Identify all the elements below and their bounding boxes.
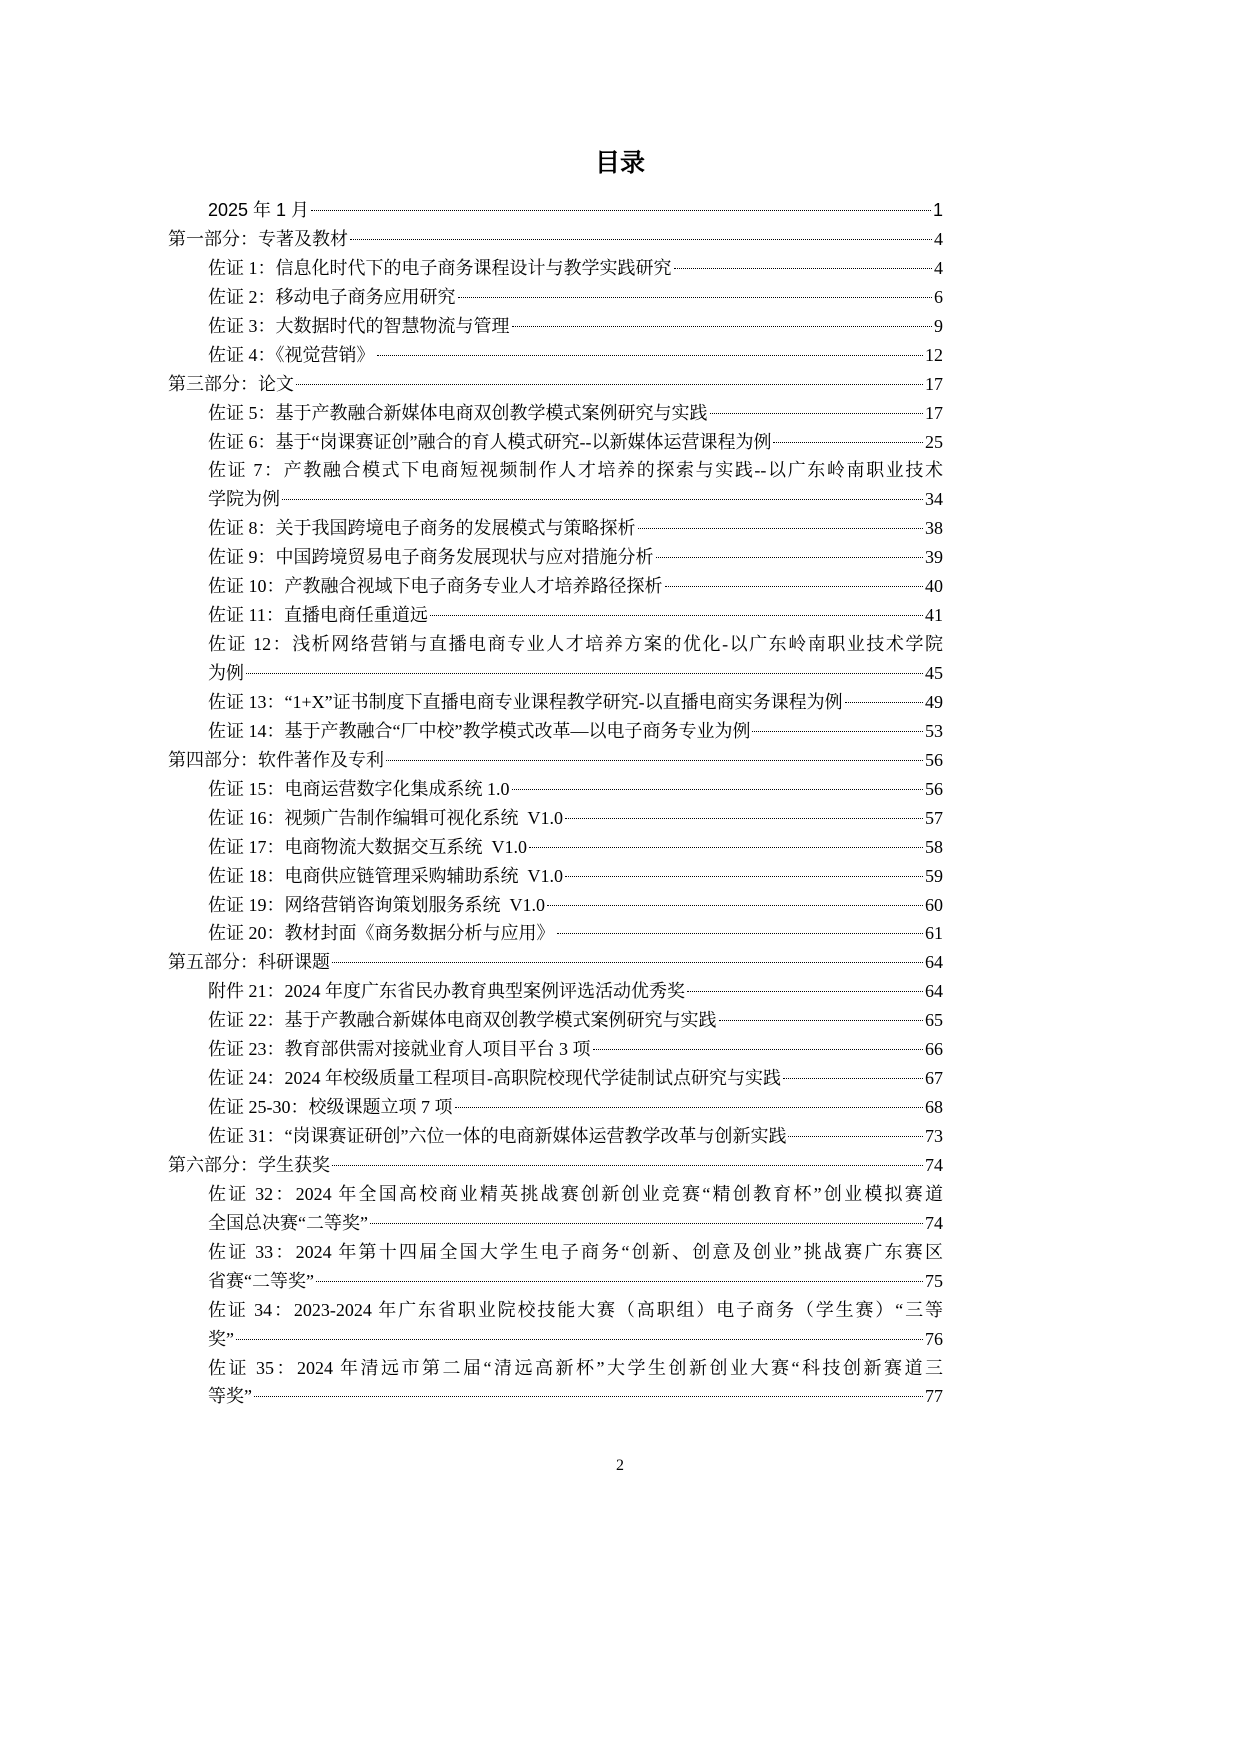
- toc-entry[interactable]: [168, 1122, 943, 1151]
- dot-leader: [529, 847, 923, 848]
- toc-entry-title: 第一部分：专著及教材: [168, 228, 348, 249]
- toc-entry[interactable]: [168, 891, 943, 920]
- toc-page-number: 68: [925, 1097, 943, 1118]
- toc-page-number: 61: [925, 923, 943, 944]
- toc-page-number: 73: [925, 1126, 943, 1146]
- toc-entry[interactable]: [168, 601, 943, 630]
- dot-leader: [565, 876, 923, 877]
- toc-entry[interactable]: [168, 833, 943, 862]
- toc-entry[interactable]: [168, 341, 943, 370]
- table-of-contents: [168, 196, 943, 1411]
- toc-entry-title: 佐证 6：基于“岗课赛证创”融合的育人模式研究--以新媒体运营课程为例: [208, 431, 772, 452]
- toc-entry-title: 奖”: [208, 1328, 234, 1349]
- toc-entry-title-line[interactable]: 佐证 34：2023-2024 年广东省职业院校技能大赛（高职组）电子商务（学生赛）“三等: [208, 1299, 943, 1320]
- toc-entry-title: 等奖”: [208, 1386, 252, 1407]
- dot-leader: [557, 933, 924, 934]
- toc-entry-title: 佐证 24：2024 年校级质量工程项目-高职院校现代学徒制试点研究与实践: [208, 1068, 781, 1089]
- dot-leader: [254, 1396, 923, 1397]
- toc-entry[interactable]: [168, 1382, 943, 1411]
- toc-page-number: 9: [934, 315, 943, 336]
- toc-entry[interactable]: [168, 1064, 943, 1093]
- toc-entry[interactable]: [168, 775, 943, 804]
- toc-page-number: 74: [925, 1154, 943, 1175]
- toc-page-number: 77: [925, 1386, 943, 1407]
- dot-leader: [282, 499, 923, 500]
- toc-page-number: 4: [934, 257, 943, 278]
- toc-entry[interactable]: [168, 804, 943, 833]
- toc-entry[interactable]: [168, 717, 943, 746]
- dot-leader: [674, 268, 933, 269]
- dot-leader: [458, 297, 933, 298]
- dot-leader: [565, 818, 923, 819]
- toc-entry-title-line[interactable]: 佐证 33：2024 年第十四届全国大学生电子商务“创新、创意及创业”挑战赛广东赛区: [208, 1241, 943, 1262]
- toc-page-number: 4: [934, 228, 943, 249]
- toc-entry[interactable]: [168, 283, 943, 312]
- toc-entry-title: 第六部分：学生获奖: [168, 1154, 330, 1175]
- toc-entry[interactable]: [168, 919, 943, 948]
- toc-page-number: 58: [925, 836, 943, 857]
- dot-leader: [788, 1136, 923, 1137]
- toc-entry[interactable]: [168, 572, 943, 601]
- toc-section[interactable]: [168, 370, 943, 399]
- toc-entry-title: 全国总决赛“二等奖”: [208, 1212, 368, 1233]
- toc-page-number: 40: [925, 576, 943, 597]
- toc-page-number: 45: [925, 663, 943, 683]
- dot-leader: [370, 1223, 923, 1224]
- toc-entry[interactable]: [168, 862, 943, 891]
- dot-leader: [547, 905, 923, 906]
- toc-entry-title: 佐证 17：电商物流大数据交互系统 V1.0: [208, 836, 527, 857]
- page-title: 目录: [594, 149, 645, 177]
- toc-entry-title: 佐证 9：中国跨境贸易电子商务发展现状与应对措施分析: [208, 547, 654, 568]
- toc-entry[interactable]: [168, 514, 943, 543]
- dot-leader: [512, 789, 924, 790]
- toc-entry[interactable]: [168, 254, 943, 283]
- toc-page-number: 53: [925, 720, 943, 741]
- toc-entry[interactable]: [168, 977, 943, 1006]
- toc-section[interactable]: [168, 225, 943, 254]
- toc-entry[interactable]: [168, 659, 943, 688]
- toc-entry-title: 佐证 23：教育部供需对接就业育人项目平台 3 项: [208, 1039, 591, 1060]
- dot-leader: [455, 1107, 924, 1108]
- toc-entry[interactable]: [168, 1209, 943, 1238]
- toc-entry-title: 2025 年 1 月: [208, 200, 310, 220]
- toc-entry[interactable]: [168, 1267, 943, 1296]
- toc-entry-title: 佐证 16：视频广告制作编辑可视化系统 V1.0: [208, 807, 563, 828]
- toc-entry[interactable]: [168, 543, 943, 572]
- dot-leader: [773, 442, 923, 443]
- dot-leader: [246, 673, 923, 674]
- toc-entry-title: 佐证 8：关于我国跨境电子商务的发展模式与策略探析: [208, 518, 636, 539]
- dot-leader: [332, 962, 923, 963]
- toc-page-number: 76: [925, 1328, 943, 1349]
- dot-leader: [350, 239, 932, 240]
- dot-leader: [296, 384, 923, 385]
- toc-section[interactable]: [168, 746, 943, 775]
- toc-page-number: 75: [925, 1270, 943, 1291]
- toc-page-number: 56: [925, 778, 943, 799]
- toc-entry-title-line[interactable]: 佐证 32：2024 年全国高校商业精英挑战赛创新创业竞赛“精创教育杯”创业模拟赛道: [208, 1183, 943, 1204]
- toc-entry[interactable]: [168, 688, 943, 717]
- dot-leader: [656, 557, 924, 558]
- dot-leader: [316, 1281, 923, 1282]
- toc-entry-title: 佐证 20：教材封面《商务数据分析与应用》: [208, 923, 555, 944]
- toc-page-number: 17: [925, 373, 943, 394]
- toc-entry-title: 佐证 22：基于产教融合新媒体电商双创教学模式案例研究与实践: [208, 1010, 717, 1031]
- toc-entry-title: 佐证 14：基于产教融合“厂中校”教学模式改革—以电子商务专业为例: [208, 720, 751, 741]
- toc-page-number: 59: [925, 865, 943, 886]
- toc-section[interactable]: [168, 948, 943, 977]
- toc-page-number: 12: [925, 344, 943, 365]
- toc-page-number: 60: [925, 894, 943, 915]
- dot-leader: [236, 1339, 923, 1340]
- toc-entry-title: 佐证 18：电商供应链管理采购辅助系统 V1.0: [208, 865, 563, 886]
- toc-entry-title: 佐证 3：大数据时代的智慧物流与管理: [208, 315, 510, 336]
- toc-page-number: 66: [925, 1039, 943, 1060]
- toc-entry-title: 佐证 1：信息化时代下的电子商务课程设计与教学实践研究: [208, 257, 672, 278]
- toc-page-number: 49: [925, 691, 943, 712]
- dot-leader: [710, 413, 924, 414]
- toc-entry[interactable]: [168, 485, 943, 514]
- toc-page-number: 74: [925, 1212, 943, 1233]
- toc-entry-title: 第五部分：科研课题: [168, 952, 330, 973]
- toc-page-number: 34: [925, 489, 943, 510]
- toc-page-number: 57: [925, 807, 943, 828]
- dot-leader: [593, 1049, 924, 1050]
- dot-leader: [665, 586, 924, 587]
- toc-entry-title: 佐证 4：《视觉营销》: [208, 344, 375, 365]
- dot-leader: [430, 615, 923, 616]
- toc-page-number: 64: [925, 981, 943, 1002]
- toc-page-number: 41: [925, 605, 943, 626]
- toc-entry[interactable]: [168, 428, 943, 457]
- toc-entry-title: 佐证 15：电商运营数字化集成系统 1.0: [208, 778, 510, 799]
- toc-page-number: 65: [925, 1010, 943, 1031]
- dot-leader: [687, 991, 923, 992]
- toc-entry-title: 学院为例: [208, 489, 280, 510]
- toc-entry[interactable]: [168, 1325, 943, 1354]
- toc-page-number: 6: [934, 286, 943, 307]
- toc-page-number: 39: [925, 547, 943, 568]
- toc-entry[interactable]: [168, 196, 943, 225]
- toc-entry[interactable]: [168, 1093, 943, 1122]
- dot-leader: [845, 702, 923, 703]
- toc-page-number: 17: [925, 402, 943, 423]
- toc-entry-title-line[interactable]: 佐证 12：浅析网络营销与直播电商专业人才培养方案的优化-以广东岭南职业技术学院: [208, 634, 943, 655]
- toc-entry[interactable]: [168, 1035, 943, 1064]
- toc-page-number: 56: [925, 749, 943, 770]
- toc-entry-title: 省赛“二等奖”: [208, 1270, 314, 1291]
- dot-leader: [386, 760, 923, 761]
- toc-page-number: 25: [925, 431, 943, 452]
- toc-entry-title: 佐证 31：“岗课赛证研创”六位一体的电商新媒体运营教学改革与创新实践: [208, 1126, 787, 1146]
- toc-entry-title-line[interactable]: 佐证 35：2024 年清远市第二届“清远高新杯”大学生创新创业大赛“科技创新赛道三: [208, 1357, 943, 1378]
- toc-entry[interactable]: [168, 312, 943, 341]
- toc-entry-title: 佐证 5：基于产教融合新媒体电商双创教学模式案例研究与实践: [208, 402, 708, 423]
- dot-leader: [311, 210, 931, 211]
- dot-leader: [377, 355, 924, 356]
- toc-page-number: 64: [925, 952, 943, 973]
- toc-entry[interactable]: [168, 1006, 943, 1035]
- toc-entry-title: 佐证 2：移动电子商务应用研究: [208, 286, 456, 307]
- dot-leader: [638, 528, 924, 529]
- toc-entry-title: 佐证 13：“1+X”证书制度下直播电商专业课程教学研究-以直播电商实务课程为例: [208, 691, 843, 712]
- toc-entry-title: 附件 21：2024 年度广东省民办教育典型案例评选活动优秀奖: [208, 981, 685, 1002]
- toc-entry-title: 佐证 11：直播电商任重道远: [208, 605, 428, 626]
- toc-entry-title-line[interactable]: 佐证 7：产教融合模式下电商短视频制作人才培养的探索与实践--以广东岭南职业技术: [208, 460, 943, 481]
- toc-entry[interactable]: [168, 399, 943, 428]
- dot-leader: [752, 731, 923, 732]
- toc-entry-title: 佐证 10：产教融合视域下电子商务专业人才培养路径探析: [208, 576, 663, 597]
- toc-entry-title: 佐证 25-30：校级课题立项 7 项: [208, 1097, 453, 1118]
- dot-leader: [783, 1078, 923, 1079]
- dot-leader: [719, 1020, 924, 1021]
- toc-page-number: 38: [925, 518, 943, 539]
- page-number: 2: [616, 1457, 624, 1474]
- toc-entry-title: 为例: [208, 663, 244, 683]
- dot-leader: [332, 1165, 923, 1166]
- dot-leader: [512, 326, 933, 327]
- toc-page-number: 67: [925, 1068, 943, 1089]
- toc-entry-title: 佐证 19：网络营销咨询策划服务系统 V1.0: [208, 894, 545, 915]
- toc-entry-title: 第四部分：软件著作及专利: [168, 749, 384, 770]
- toc-entry-title: 第三部分：论文: [168, 373, 294, 394]
- toc-page-number: 1: [932, 200, 943, 220]
- toc-section[interactable]: [168, 1151, 943, 1180]
